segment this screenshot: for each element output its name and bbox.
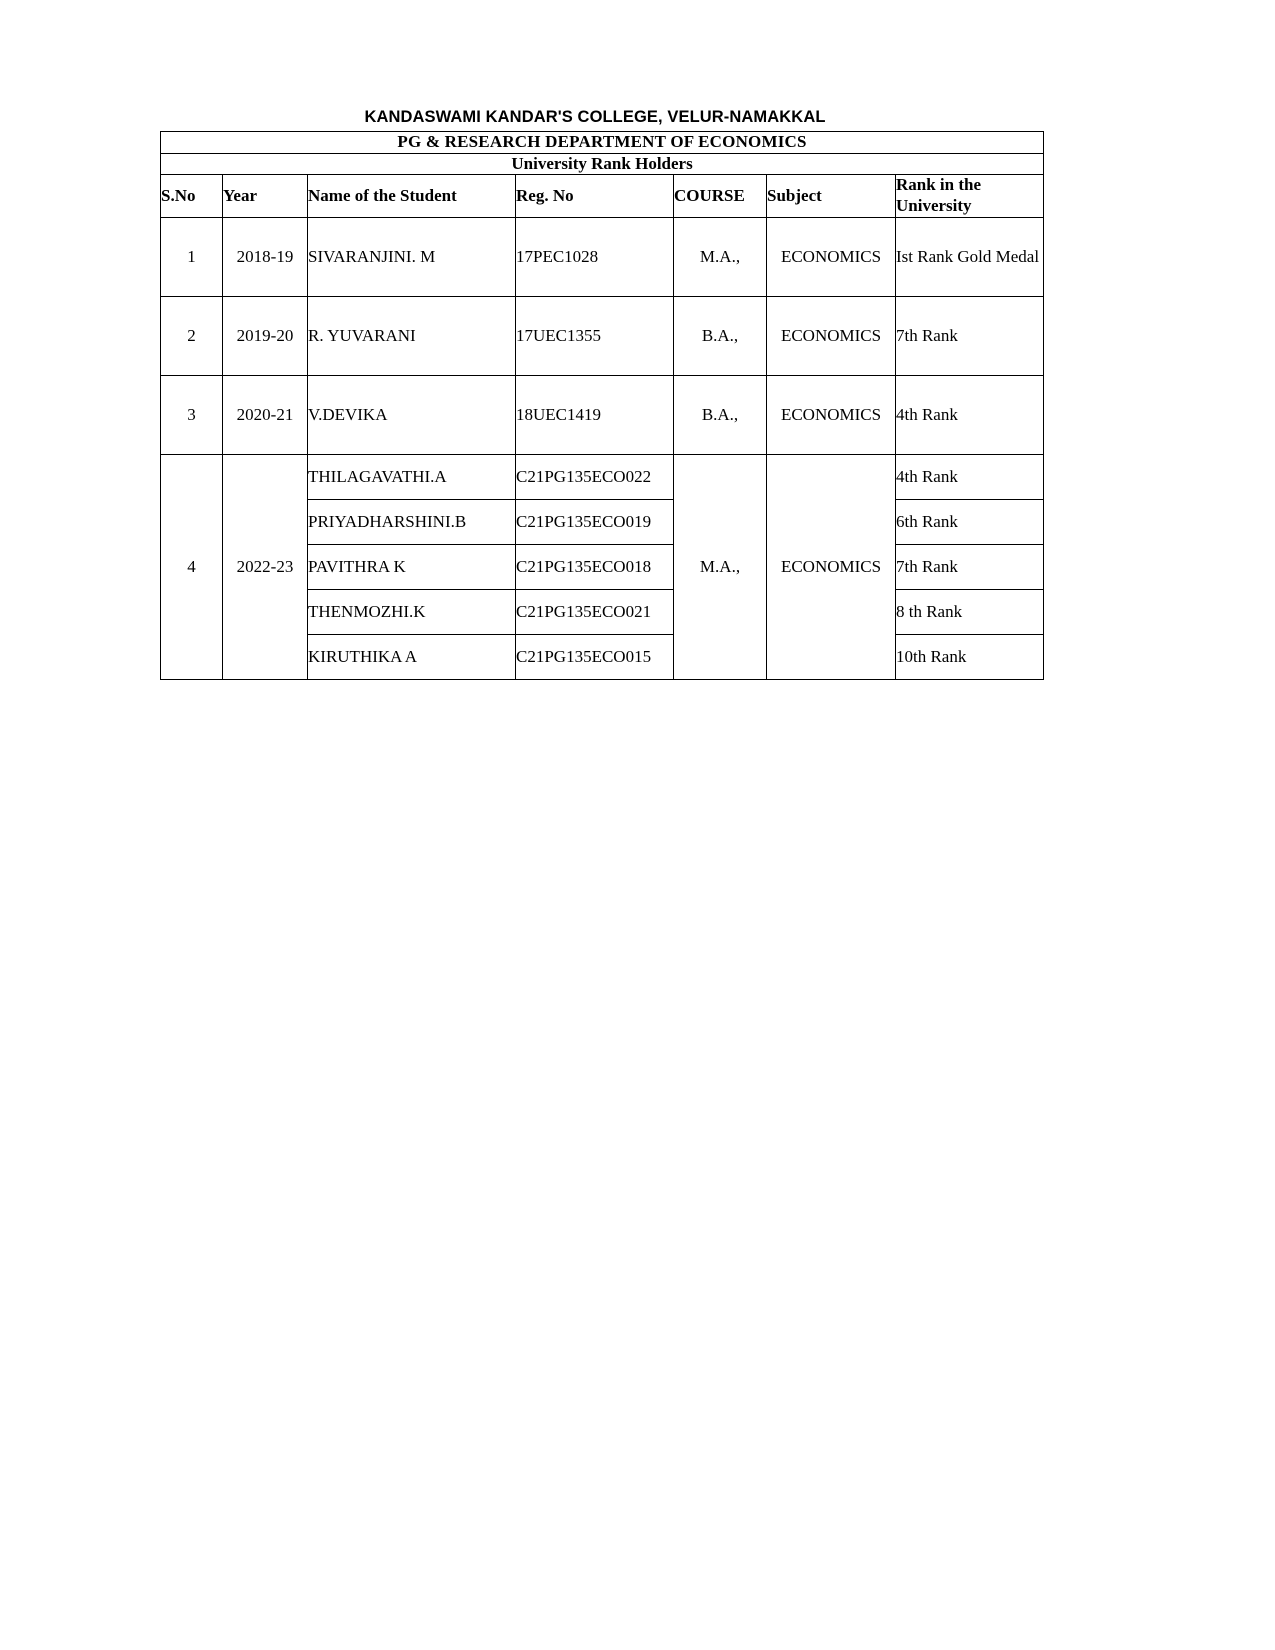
cell-regno: C21PG135ECO015 <box>516 634 674 679</box>
table-banner-row <box>161 132 1044 154</box>
cell-name: SIVARANJINI. M <box>308 217 516 296</box>
university-rank-holders-table <box>160 131 1044 680</box>
cell-name: V.DEVIKA <box>308 375 516 454</box>
header-rank: Rank in the University <box>896 175 1044 217</box>
cell-regno: C21PG135ECO021 <box>516 589 674 634</box>
cell-subject: ECONOMICS <box>767 375 896 454</box>
table-header-row <box>161 175 1044 217</box>
cell-course: M.A., <box>674 217 767 296</box>
cell-regno: C21PG135ECO019 <box>516 499 674 544</box>
cell-rank: 6th Rank <box>896 499 1044 544</box>
cell-rank: 10th Rank <box>896 634 1044 679</box>
header-year: Year <box>223 175 308 217</box>
cell-subject: ECONOMICS <box>767 296 896 375</box>
table-row <box>161 217 1044 296</box>
cell-sno: 2 <box>161 296 223 375</box>
cell-regno: C21PG135ECO022 <box>516 454 674 499</box>
cell-subject: ECONOMICS <box>767 454 896 679</box>
cell-name: THENMOZHI.K <box>308 589 516 634</box>
table-subbanner-row <box>161 153 1044 175</box>
cell-regno: 17PEC1028 <box>516 217 674 296</box>
cell-regno: 18UEC1419 <box>516 375 674 454</box>
header-course: COURSE <box>674 175 767 217</box>
cell-name: THILAGAVATHI.A <box>308 454 516 499</box>
table-row <box>161 454 1044 499</box>
header-sno: S.No <box>161 175 223 217</box>
cell-year: 2020-21 <box>223 375 308 454</box>
cell-sno: 3 <box>161 375 223 454</box>
cell-year: 2022-23 <box>223 454 308 679</box>
header-regno: Reg. No <box>516 175 674 217</box>
cell-name: PAVITHRA K <box>308 544 516 589</box>
cell-name: KIRUTHIKA A <box>308 634 516 679</box>
cell-rank: 7th Rank <box>896 544 1044 589</box>
cell-rank: 4th Rank <box>896 375 1044 454</box>
cell-subject: ECONOMICS <box>767 217 896 296</box>
table-banner: University Rank Holders <box>161 153 1044 175</box>
cell-course: B.A., <box>674 296 767 375</box>
cell-course: M.A., <box>674 454 767 679</box>
college-title: KANDASWAMI KANDAR'S COLLEGE, VELUR-NAMAKKAL <box>364 108 826 126</box>
table-row <box>161 375 1044 454</box>
cell-name: PRIYADHARSHINI.B <box>308 499 516 544</box>
cell-rank: 8 th Rank <box>896 589 1044 634</box>
header-subject: Subject <box>767 175 896 217</box>
cell-name: R. YUVARANI <box>308 296 516 375</box>
cell-rank: Ist Rank Gold Medal <box>896 217 1044 296</box>
cell-sno: 4 <box>161 454 223 679</box>
cell-rank: 7th Rank <box>896 296 1044 375</box>
department-banner: PG & RESEARCH DEPARTMENT OF ECONOMICS <box>161 132 1044 154</box>
cell-year: 2018-19 <box>223 217 308 296</box>
cell-regno: C21PG135ECO018 <box>516 544 674 589</box>
header-name: Name of the Student <box>308 175 516 217</box>
table-row <box>161 296 1044 375</box>
cell-rank: 4th Rank <box>896 454 1044 499</box>
cell-sno: 1 <box>161 217 223 296</box>
cell-regno: 17UEC1355 <box>516 296 674 375</box>
cell-year: 2019-20 <box>223 296 308 375</box>
cell-course: B.A., <box>674 375 767 454</box>
